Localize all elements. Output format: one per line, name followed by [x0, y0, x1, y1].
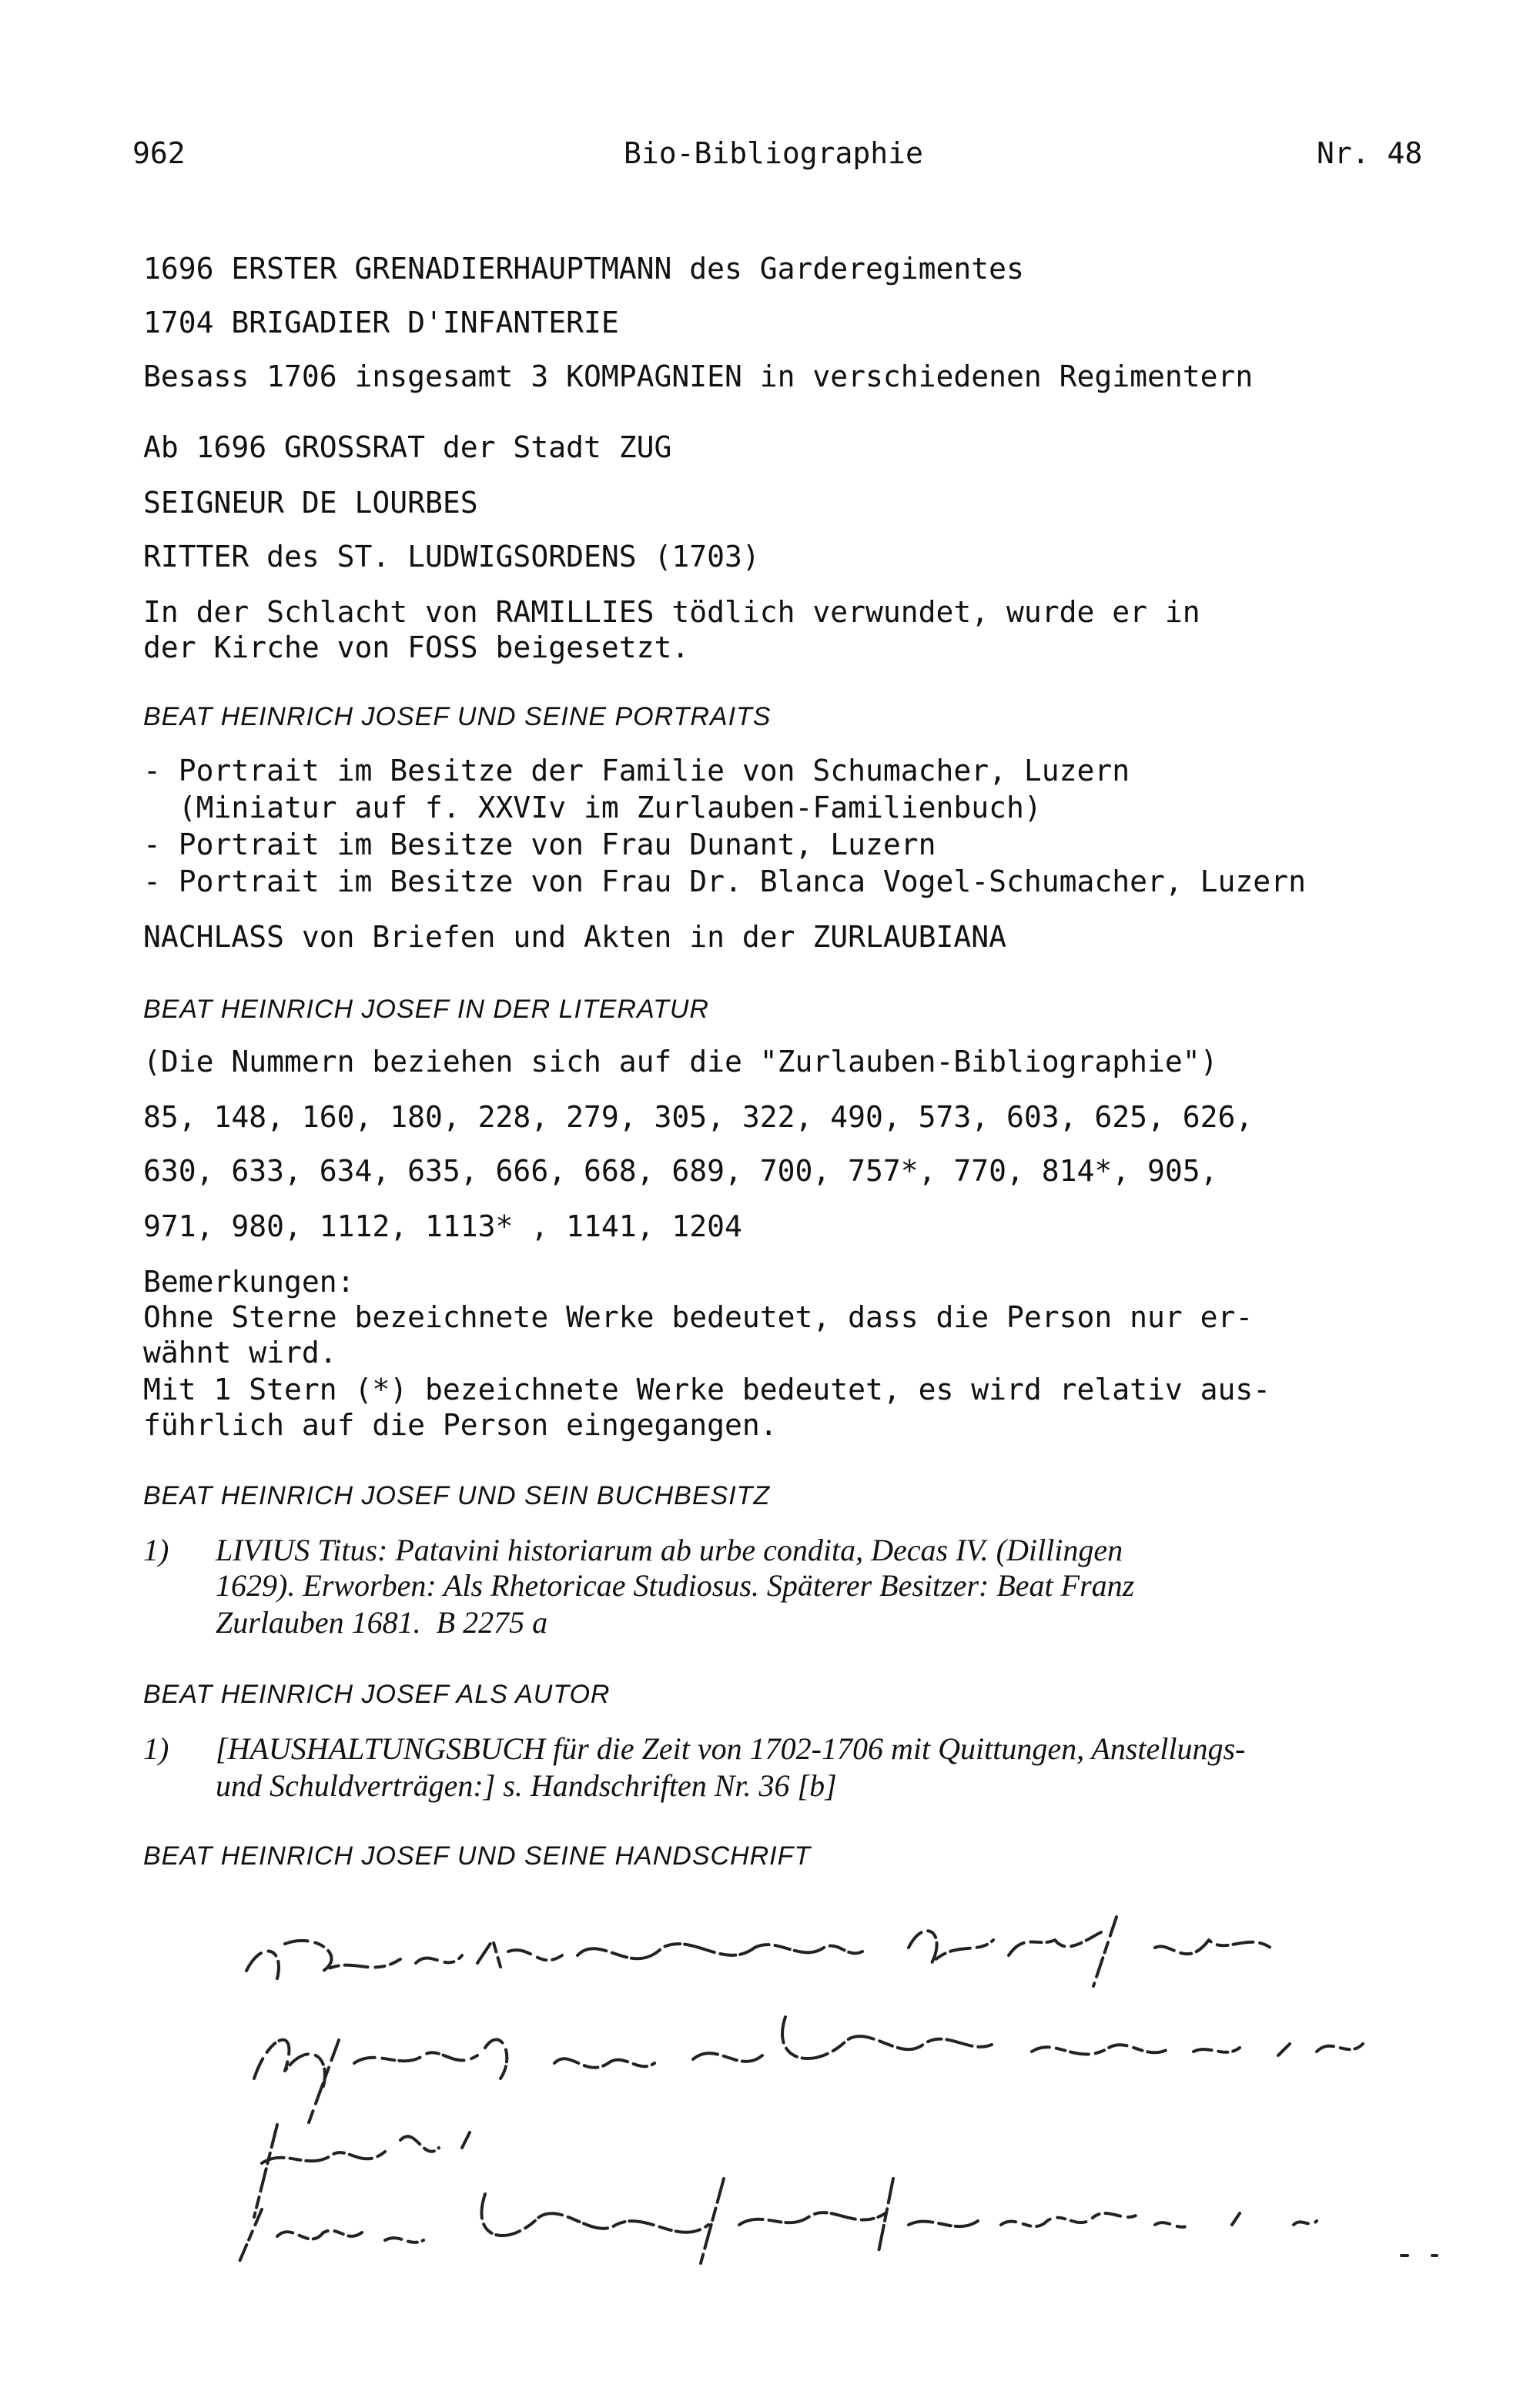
autor-item-number: 1) [143, 1731, 169, 1766]
literatur-numbers: 85, 148, 160, 180, 228, 279, 305, 322, 490, 573, 603, 625, 626, [143, 1100, 1254, 1134]
handwriting-specimen [231, 1886, 1463, 2271]
remarks-line: Bemerkungen: [143, 1265, 355, 1299]
entry-number: Nr. 48 [1317, 136, 1423, 170]
portrait-line: - Portrait im Besitze von Frau Dunant, Luzern [143, 828, 936, 861]
remarks-line: Mit 1 Stern (*) bezeichnete Werke bedeutet, es wird relativ aus- [143, 1373, 1271, 1406]
portrait-line: - Portrait im Besitze der Familie von Schumacher, Luzern [143, 754, 1130, 788]
section-heading-handschrift: BEAT HEINRICH JOSEF UND SEINE HANDSCHRIFT [143, 1841, 812, 1871]
autor-line: [HAUSHALTUNGSBUCH für die Zeit von 1702-1706 mit Quittungen, Anstellungs- [216, 1731, 1246, 1766]
page-number: 962 [132, 136, 186, 170]
running-title: Bio-Bibliographie [624, 136, 923, 170]
section-heading-autor: BEAT HEINRICH JOSEF ALS AUTOR [143, 1680, 611, 1709]
buchbesitz-item-number: 1) [143, 1533, 169, 1567]
nachlass-line: NACHLASS von Briefen und Akten in der ZURLAUBIANA [143, 920, 1007, 954]
section-heading-portraits: BEAT HEINRICH JOSEF UND SEINE PORTRAITS [143, 702, 772, 731]
career-line: 1696 ERSTER GRENADIERHAUPTMANN des Garderegimentes [143, 252, 1024, 286]
literatur-numbers: 630, 633, 634, 635, 666, 668, 689, 700, 757*, 770, 814*, 905, [143, 1154, 1218, 1188]
career-line: Besass 1706 insgesamt 3 KOMPAGNIEN in verschiedenen Regimentern [143, 360, 1254, 393]
career-line: Ab 1696 GROSSRAT der Stadt ZUG [143, 430, 672, 464]
section-heading-buchbesitz: BEAT HEINRICH JOSEF UND SEIN BUCHBESITZ [143, 1481, 771, 1510]
career-line: der Kirche von FOSS beigesetzt. [143, 630, 690, 664]
remarks-line: wähnt wird. [143, 1336, 337, 1370]
remarks-line: Ohne Sterne bezeichnete Werke bedeutet, dass die Person nur er- [143, 1300, 1254, 1334]
career-line: 1704 BRIGADIER D'INFANTERIE [143, 306, 619, 339]
career-line: SEIGNEUR DE LOURBES [143, 486, 478, 520]
autor-line: und Schuldverträgen:] s. Handschriften Nr. 36 [b] [216, 1768, 837, 1803]
buchbesitz-line: LIVIUS Titus: Patavini historiarum ab urbe condita, Decas IV. (Dillingen [216, 1533, 1123, 1567]
career-line: RITTER des ST. LUDWIGSORDENS (1703) [143, 540, 760, 574]
buchbesitz-line: 1629). Erworben: Als Rhetoricae Studiosus. Späterer Besitzer: Beat Franz [216, 1568, 1135, 1603]
literatur-numbers: 971, 980, 1112, 1113* , 1141, 1204 [143, 1209, 742, 1243]
portrait-line: (Miniatur auf f. XXVIv im Zurlauben-Familienbuch) [143, 791, 1042, 824]
section-heading-literatur: BEAT HEINRICH JOSEF IN DER LITERATUR [143, 995, 709, 1024]
portrait-line: - Portrait im Besitze von Frau Dr. Blanca Vogel-Schumacher, Luzern [143, 865, 1306, 898]
buchbesitz-line: Zurlauben 1681. B 2275 a [216, 1605, 548, 1640]
career-line: In der Schlacht von RAMILLIES tödlich verwundet, wurde er in [143, 595, 1200, 629]
remarks-line: führlich auf die Person eingegangen. [143, 1408, 778, 1442]
literatur-intro: (Die Nummern beziehen sich auf die "Zurlauben-Bibliographie") [143, 1045, 1218, 1079]
